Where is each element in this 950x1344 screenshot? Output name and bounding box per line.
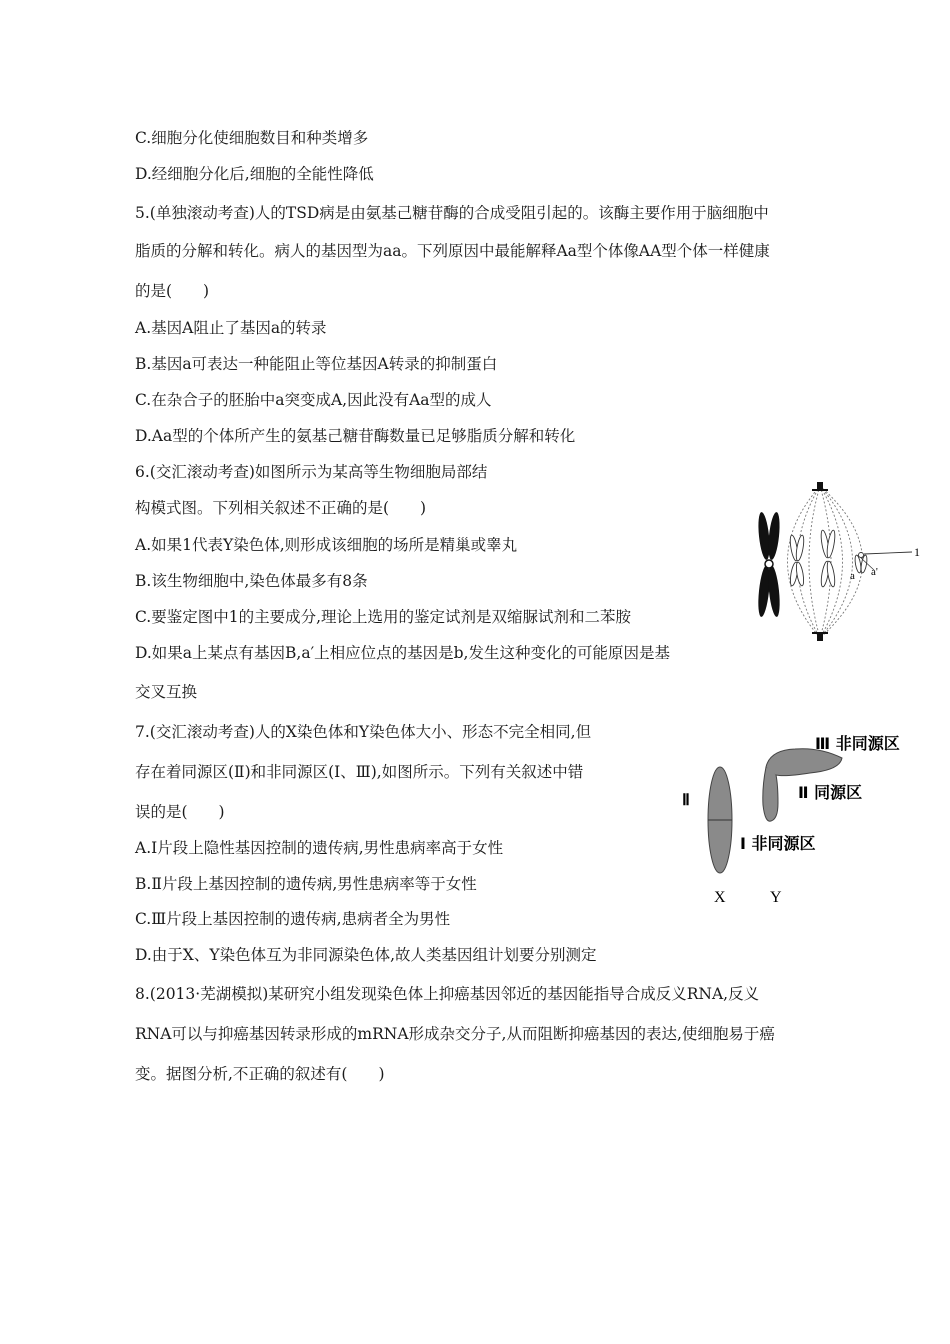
option-b-q5: B.基因a可表达一种能阻止等位基因A转录的抑制蛋白: [135, 355, 498, 373]
question-5-stem-cont: 脂质的分解和转化。病人的基因型为aa。下列原因中最能解释Aa型个体像AA型个体一样健康: [135, 242, 770, 260]
label-II-left: Ⅱ: [682, 792, 690, 809]
question-6-stem: 6.(交汇滚动考查)如图所示为某高等生物细胞局部结: [135, 463, 488, 481]
option-b-q7: B.Ⅱ片段上基因控制的遗传病,男性患病率等于女性: [135, 875, 477, 893]
option-c-q7: C.Ⅲ片段上基因控制的遗传病,患病者全为男性: [135, 910, 451, 928]
option-d-q6: D.如果a上某点有基因B,a′上相应位点的基因是b,发生这种变化的可能原因是基: [135, 644, 670, 662]
question-8-stem: 8.(2013·芜湖模拟)某研究小组发现染色体上抑癌基因邻近的基因能指导合成反义RNA,反义: [135, 985, 760, 1003]
chromosome-small-2: [820, 530, 837, 588]
option-d-q7: D.由于X、Y染色体互为非同源染色体,故人类基因组计划要分别测定: [135, 946, 597, 964]
label-a: a: [850, 570, 855, 582]
question-5-stem: 5.(单独滚动考查)人的TSD病是由氨基己糖苷酶的合成受阻引起的。该酶主要作用于脑细胞中: [135, 204, 769, 222]
question-5-stem-end: 的是( ): [135, 282, 210, 300]
centrosome-bottom: [812, 632, 828, 641]
label-region-II-homologous: Ⅱ 同源区: [798, 783, 863, 802]
option-c-q6: C.要鉴定图中1的主要成分,理论上选用的鉴定试剂是双缩脲试剂和二苯胺: [135, 608, 632, 626]
chromosome-1-black: [756, 512, 781, 618]
question-7-stem: 7.(交汇滚动考查)人的X染色体和Y染色体大小、形态不完全相同,但: [135, 723, 592, 741]
label-1: 1: [914, 545, 920, 559]
label-x: X: [714, 889, 726, 906]
question-6-stem-cont: 构模式图。下列相关叙述不正确的是( ): [135, 499, 427, 517]
option-d-q4: D.经细胞分化后,细胞的全能性降低: [135, 165, 374, 183]
question-8-stem-cont: RNA可以与抑癌基因转录形成的mRNA形成杂交分子,从而阻断抑癌基因的表达,使细胞易于癌: [135, 1025, 775, 1043]
question-7-stem-end: 误的是( ): [135, 803, 225, 821]
question-8-stem-end: 变。据图分析,不正确的叙述有( ): [135, 1065, 385, 1083]
option-c-q4: C.细胞分化使细胞数目和种类增多: [135, 129, 369, 147]
question-7-stem-cont: 存在着同源区(Ⅱ)和非同源区(Ⅰ、Ⅲ),如图所示。下列有关叙述中错: [135, 763, 584, 781]
cell-division-figure: [750, 476, 920, 646]
x-chromosome: [708, 767, 732, 873]
label-y: Y: [770, 889, 782, 906]
option-d-q6-cont: 交叉互换: [135, 683, 198, 701]
option-a-q7: A.Ⅰ片段上隐性基因控制的遗传病,男性患病率高于女性: [135, 839, 504, 857]
option-d-q5: D.Aa型的个体所产生的氨基己糖苷酶数量已足够脂质分解和转化: [135, 427, 576, 445]
label-region-I: Ⅰ 非同源区: [740, 834, 816, 853]
label-a-prime: a': [871, 566, 878, 578]
chromosome-small-1: [789, 535, 805, 587]
label-region-III: Ⅲ 非同源区: [815, 734, 900, 753]
centrosome-top: [812, 482, 828, 491]
option-a-q6: A.如果1代表Y染色体,则形成该细胞的场所是精巢或睾丸: [135, 536, 518, 554]
option-b-q6: B.该生物细胞中,染色体最多有8条: [135, 572, 368, 590]
option-a-q5: A.基因A阻止了基因a的转录: [135, 319, 327, 337]
option-c-q5: C.在杂合子的胚胎中a突变成A,因此没有Aa型的成人: [135, 391, 492, 409]
xy-chromosome-figure: [670, 725, 915, 910]
